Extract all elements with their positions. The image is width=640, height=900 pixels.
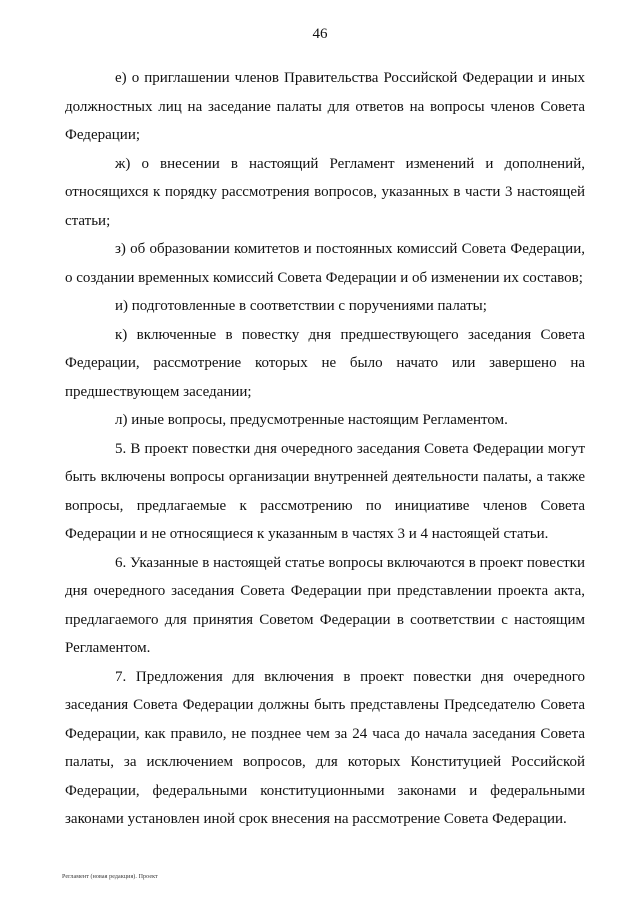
paragraph-part-6: 6. Указанные в настоящей статье вопросы включаются в проект повестки дня очередного заседания Совета Федерации при представлении проекта акта, предлагаемого для принятия Советом Федерации в соответствии с настоящим Регламентом. bbox=[65, 554, 585, 656]
paragraph-item-zh: ж) о внесении в настоящий Регламент изменений и дополнений, относящихся к порядку рассмотрения вопросов, указанных в части 3 настоящей статьи; bbox=[65, 155, 585, 229]
paragraph-item-z: з) об образовании комитетов и постоянных комиссий Совета Федерации, о создании временных комиссий Совета Федерации и об изменении их составов; bbox=[65, 241, 585, 286]
paragraph-part-5: 5. В проект повестки дня очередного заседания Совета Федерации могут быть включены вопросы организации внутренней деятельности палаты, а также вопросы, предлагаемые к рассмотрению по инициативе членов Совета Федерации и не относящиеся к указанным в частях 3 и 4 настоящей статьи. bbox=[65, 440, 585, 542]
paragraph-part-7: 7. Предложения для включения в проект повестки дня очередного заседания Совета Федерации должны быть представлены Председателю Совета Федерации, как правило, не позднее чем за 24 часа до начала заседания Совета палаты, за исключением вопросов, для которых Конституцией Российской Федерации, федеральными конституционными законами и федеральными законами установлен иной срок внесения на рассмотрение Совета Федерации. bbox=[65, 668, 585, 827]
paragraph-item-i: и) подготовленные в соответствии с поручениями палаты; bbox=[115, 298, 487, 314]
paragraph-item-l: л) иные вопросы, предусмотренные настоящим Регламентом. bbox=[115, 412, 508, 428]
paragraph-item-e: е) о приглашении членов Правительства Российской Федерации и иных должностных лиц на заседание палаты для ответов на вопросы членов Совета Федерации; bbox=[65, 70, 585, 143]
paragraph-item-k: к) включенные в повестку дня предшествующего заседания Совета Федерации, рассмотрение которых не было начато или завершено на предшествующем заседании; bbox=[65, 326, 585, 400]
footer-note: Регламент (новая редакция). Проект bbox=[62, 874, 158, 880]
body-text bbox=[65, 64, 585, 834]
page-number: 46 bbox=[312, 26, 328, 42]
